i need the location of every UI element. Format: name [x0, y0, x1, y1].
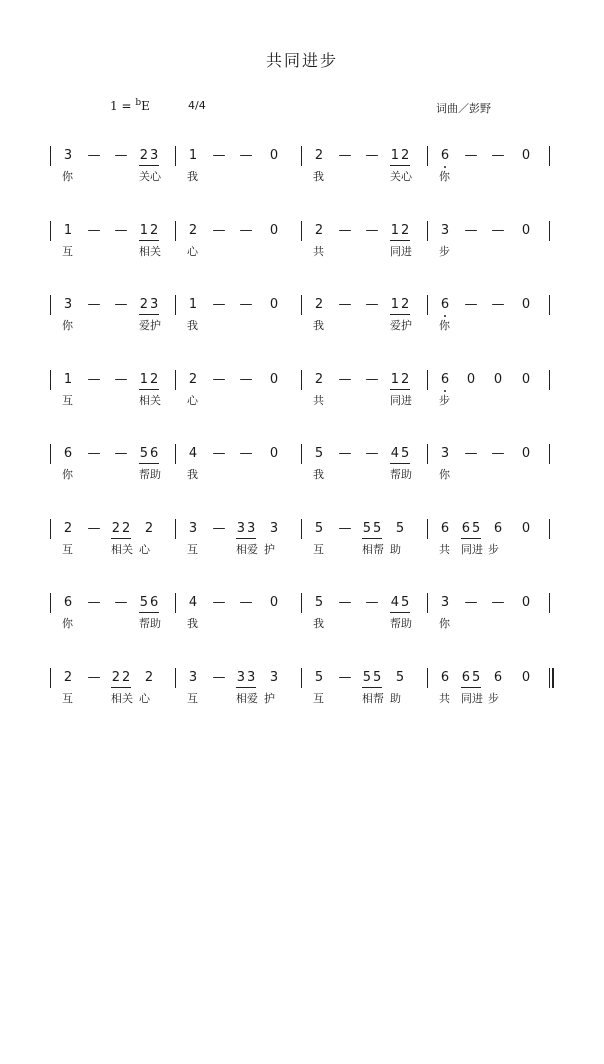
lyric-text: 相帮	[362, 692, 384, 705]
rest-note: 0	[269, 148, 279, 163]
bar-line	[50, 221, 51, 241]
note: 5	[314, 670, 324, 685]
lyric-text: 你	[62, 468, 73, 481]
dash-extension: —	[338, 297, 352, 312]
note: 2	[63, 521, 73, 536]
note: 1	[63, 372, 73, 387]
eighth-note-pair: 55	[362, 521, 384, 536]
dash-extension: —	[365, 446, 379, 461]
note: 5	[395, 521, 405, 536]
key-note: E	[141, 99, 150, 113]
bar-line	[549, 221, 550, 241]
dash-extension: —	[338, 372, 352, 387]
lyric-text: 我	[313, 468, 324, 481]
eighth-note-pair: 22	[111, 670, 133, 685]
low-octave-dot	[444, 390, 446, 392]
bar-line	[50, 146, 51, 166]
underline-beam	[390, 389, 410, 390]
eighth-note-pair: 23	[139, 297, 161, 312]
note: 2	[314, 372, 324, 387]
lyric-text: 帮助	[139, 468, 161, 481]
lyric-text: 你	[439, 319, 450, 332]
note: 6	[63, 595, 73, 610]
lyric-text: 助	[390, 543, 401, 556]
note: 3	[188, 670, 198, 685]
lyric-text: 同进	[461, 543, 483, 556]
rest-note: 0	[269, 595, 279, 610]
underline-beam	[139, 165, 159, 166]
bar-line	[175, 370, 176, 390]
lyric-text: 相帮	[362, 543, 384, 556]
final-bar-line	[549, 668, 550, 688]
dash-extension: —	[491, 446, 505, 461]
lyric-text: 同进	[390, 245, 412, 258]
dash-extension: —	[365, 372, 379, 387]
eighth-note-pair: 12	[390, 223, 412, 238]
dash-extension: —	[239, 148, 253, 163]
eighth-note-pair: 22	[111, 521, 133, 536]
lyric-text: 同进	[461, 692, 483, 705]
bar-line	[427, 221, 428, 241]
note: 6	[440, 148, 450, 163]
dash-extension: —	[365, 223, 379, 238]
lyric-text: 你	[62, 617, 73, 630]
lyric-text: 心	[139, 543, 150, 556]
lyric-text: 同进	[390, 394, 412, 407]
note: 2	[188, 372, 198, 387]
note: 6	[493, 521, 503, 536]
rest-note: 0	[521, 595, 531, 610]
dash-extension: —	[114, 372, 128, 387]
note: 6	[440, 372, 450, 387]
lyric-text: 我	[187, 319, 198, 332]
note: 5	[314, 446, 324, 461]
underline-beam	[461, 687, 481, 688]
underline-beam	[390, 240, 410, 241]
lyric-text: 心	[187, 245, 198, 258]
lyric-text: 相关	[111, 692, 133, 705]
note: 5	[395, 670, 405, 685]
lyric-text: 心	[139, 692, 150, 705]
dash-extension: —	[491, 297, 505, 312]
note: 6	[63, 446, 73, 461]
dash-extension: —	[338, 148, 352, 163]
lyric-text: 相关	[139, 245, 161, 258]
dash-extension: —	[239, 446, 253, 461]
note: 4	[188, 446, 198, 461]
dash-extension: —	[212, 148, 226, 163]
lyric-text: 爱护	[139, 319, 161, 332]
lyric-text: 共	[439, 543, 450, 556]
bar-line	[50, 593, 51, 613]
lyric-text: 相爱	[236, 692, 258, 705]
lyric-text: 相关	[139, 394, 161, 407]
dash-extension: —	[87, 297, 101, 312]
dash-extension: —	[212, 446, 226, 461]
bar-line	[175, 444, 176, 464]
lyric-text: 护	[264, 543, 275, 556]
bar-line	[301, 221, 302, 241]
note: 5	[314, 521, 324, 536]
rest-note: 0	[269, 446, 279, 461]
dash-extension: —	[338, 446, 352, 461]
lyric-text: 互	[62, 245, 73, 258]
rest-note: 0	[521, 297, 531, 312]
note: 3	[188, 521, 198, 536]
note: 3	[269, 670, 279, 685]
note: 2	[314, 148, 324, 163]
final-bar-line-thick	[552, 668, 554, 688]
flat-sign: b	[135, 98, 142, 108]
lyrics-music-credit: 词曲／彭野	[436, 102, 491, 115]
note: 2	[314, 223, 324, 238]
lyric-text: 互	[313, 692, 324, 705]
bar-line	[427, 593, 428, 613]
bar-line	[175, 146, 176, 166]
bar-line	[175, 668, 176, 688]
dash-extension: —	[87, 595, 101, 610]
dash-extension: —	[464, 446, 478, 461]
eighth-note-pair: 65	[461, 521, 483, 536]
lyric-text: 互	[187, 543, 198, 556]
note: 6	[440, 521, 450, 536]
dash-extension: —	[239, 372, 253, 387]
bar-line	[427, 519, 428, 539]
lyric-text: 步	[439, 394, 450, 407]
lyric-text: 我	[313, 319, 324, 332]
underline-beam	[139, 612, 159, 613]
dash-extension: —	[212, 595, 226, 610]
bar-line	[175, 295, 176, 315]
underline-beam	[139, 463, 159, 464]
lyric-text: 你	[62, 319, 73, 332]
underline-beam	[390, 314, 410, 315]
dash-extension: —	[464, 223, 478, 238]
underline-beam	[139, 240, 159, 241]
lyric-text: 我	[313, 170, 324, 183]
key-equals: =	[121, 99, 132, 113]
dash-extension: —	[212, 521, 226, 536]
lyric-text: 互	[313, 543, 324, 556]
lyric-text: 助	[390, 692, 401, 705]
lyric-text: 步	[488, 543, 499, 556]
rest-note: 0	[521, 446, 531, 461]
low-octave-dot	[444, 315, 446, 317]
lyric-text: 心	[187, 394, 198, 407]
underline-beam	[390, 165, 410, 166]
bar-line	[549, 593, 550, 613]
eighth-note-pair: 23	[139, 148, 161, 163]
lyric-text: 互	[62, 394, 73, 407]
rest-note: 0	[269, 297, 279, 312]
dash-extension: —	[87, 670, 101, 685]
rest-note: 0	[493, 372, 503, 387]
lyric-text: 帮助	[390, 468, 412, 481]
dash-extension: —	[491, 595, 505, 610]
bar-line	[175, 593, 176, 613]
bar-line	[175, 519, 176, 539]
rest-note: 0	[521, 148, 531, 163]
lyric-text: 你	[62, 170, 73, 183]
bar-line	[301, 444, 302, 464]
dash-extension: —	[87, 446, 101, 461]
underline-beam	[111, 538, 131, 539]
note: 1	[188, 297, 198, 312]
note: 3	[269, 521, 279, 536]
bar-line	[549, 519, 550, 539]
note: 6	[440, 297, 450, 312]
lyric-text: 相爱	[236, 543, 258, 556]
note: 3	[63, 297, 73, 312]
dash-extension: —	[338, 595, 352, 610]
dash-extension: —	[87, 148, 101, 163]
note: 3	[440, 595, 450, 610]
note: 2	[188, 223, 198, 238]
bar-line	[301, 519, 302, 539]
underline-beam	[362, 687, 382, 688]
eighth-note-pair: 12	[390, 372, 412, 387]
eighth-note-pair: 33	[236, 670, 258, 685]
bar-line	[50, 519, 51, 539]
dash-extension: —	[212, 670, 226, 685]
dash-extension: —	[464, 148, 478, 163]
note: 3	[63, 148, 73, 163]
underline-beam	[139, 314, 159, 315]
eighth-note-pair: 45	[390, 446, 412, 461]
dash-extension: —	[491, 223, 505, 238]
dash-extension: —	[212, 297, 226, 312]
lyric-text: 我	[187, 170, 198, 183]
bar-line	[175, 221, 176, 241]
underline-beam	[111, 687, 131, 688]
dash-extension: —	[114, 446, 128, 461]
rest-note: 0	[521, 223, 531, 238]
dash-extension: —	[338, 670, 352, 685]
bar-line	[549, 444, 550, 464]
underline-beam	[390, 612, 410, 613]
rest-note: 0	[521, 521, 531, 536]
eighth-note-pair: 65	[461, 670, 483, 685]
eighth-note-pair: 55	[362, 670, 384, 685]
lyric-text: 步	[439, 245, 450, 258]
note: 6	[493, 670, 503, 685]
eighth-note-pair: 12	[390, 297, 412, 312]
eighth-note-pair: 33	[236, 521, 258, 536]
note: 6	[440, 670, 450, 685]
note: 1	[63, 223, 73, 238]
lyric-text: 步	[488, 692, 499, 705]
lyric-text: 我	[187, 468, 198, 481]
bar-line	[50, 370, 51, 390]
dash-extension: —	[87, 223, 101, 238]
bar-line	[301, 668, 302, 688]
bar-line	[549, 295, 550, 315]
dash-extension: —	[87, 372, 101, 387]
lyric-text: 护	[264, 692, 275, 705]
dash-extension: —	[365, 297, 379, 312]
time-signature: 4/4	[188, 99, 206, 112]
note: 2	[144, 521, 154, 536]
lyric-text: 爱护	[390, 319, 412, 332]
underline-beam	[236, 538, 256, 539]
rest-note: 0	[269, 372, 279, 387]
lyric-text: 我	[313, 617, 324, 630]
note: 2	[314, 297, 324, 312]
underline-beam	[236, 687, 256, 688]
lyric-text: 你	[439, 468, 450, 481]
eighth-note-pair: 12	[139, 372, 161, 387]
note: 2	[144, 670, 154, 685]
note: 3	[440, 223, 450, 238]
dash-extension: —	[114, 595, 128, 610]
note: 3	[440, 446, 450, 461]
underline-beam	[362, 538, 382, 539]
note: 5	[314, 595, 324, 610]
bar-line	[301, 146, 302, 166]
dash-extension: —	[239, 595, 253, 610]
underline-beam	[461, 538, 481, 539]
lyric-text: 关心	[139, 170, 161, 183]
lyric-text: 互	[62, 543, 73, 556]
underline-beam	[139, 389, 159, 390]
lyric-text: 互	[62, 692, 73, 705]
lyric-text: 互	[187, 692, 198, 705]
note: 2	[63, 670, 73, 685]
dash-extension: —	[365, 148, 379, 163]
dash-extension: —	[365, 595, 379, 610]
bar-line	[427, 295, 428, 315]
eighth-note-pair: 56	[139, 595, 161, 610]
lyric-text: 帮助	[390, 617, 412, 630]
bar-line	[427, 668, 428, 688]
dash-extension: —	[114, 223, 128, 238]
dash-extension: —	[464, 595, 478, 610]
bar-line	[549, 370, 550, 390]
lyric-text: 帮助	[139, 617, 161, 630]
lyric-text: 相关	[111, 543, 133, 556]
song-title: 共同进步	[265, 51, 338, 70]
dash-extension: —	[338, 223, 352, 238]
bar-line	[301, 593, 302, 613]
bar-line	[50, 295, 51, 315]
bar-line	[427, 146, 428, 166]
eighth-note-pair: 56	[139, 446, 161, 461]
lyric-text: 你	[439, 170, 450, 183]
lyric-text: 我	[187, 617, 198, 630]
low-octave-dot	[444, 166, 446, 168]
lyric-text: 共	[439, 692, 450, 705]
dash-extension: —	[338, 521, 352, 536]
note: 4	[188, 595, 198, 610]
lyric-text: 共	[313, 394, 324, 407]
bar-line	[549, 146, 550, 166]
rest-note: 0	[521, 670, 531, 685]
key-one: 1	[110, 99, 118, 113]
lyric-text: 共	[313, 245, 324, 258]
lyric-text: 你	[439, 617, 450, 630]
eighth-note-pair: 45	[390, 595, 412, 610]
dash-extension: —	[87, 521, 101, 536]
rest-note: 0	[269, 223, 279, 238]
dash-extension: —	[464, 297, 478, 312]
dash-extension: —	[114, 297, 128, 312]
dash-extension: —	[212, 372, 226, 387]
note: 1	[188, 148, 198, 163]
dash-extension: —	[239, 223, 253, 238]
bar-line	[50, 444, 51, 464]
dash-extension: —	[212, 223, 226, 238]
rest-note: 0	[466, 372, 476, 387]
dash-extension: —	[114, 148, 128, 163]
lyric-text: 关心	[390, 170, 412, 183]
rest-note: 0	[521, 372, 531, 387]
key-signature	[110, 98, 150, 113]
bar-line	[50, 668, 51, 688]
bar-line	[301, 295, 302, 315]
dash-extension: —	[239, 297, 253, 312]
underline-beam	[390, 463, 410, 464]
bar-line	[427, 444, 428, 464]
bar-line	[427, 370, 428, 390]
eighth-note-pair: 12	[390, 148, 412, 163]
bar-line	[301, 370, 302, 390]
eighth-note-pair: 12	[139, 223, 161, 238]
dash-extension: —	[491, 148, 505, 163]
